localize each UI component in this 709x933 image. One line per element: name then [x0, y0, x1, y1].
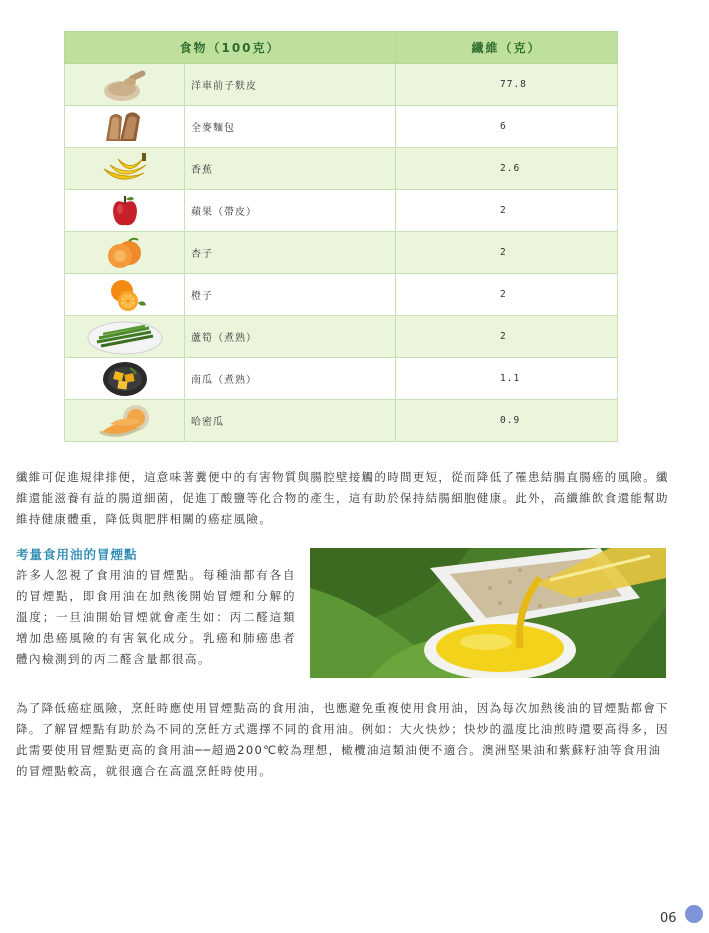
table-row: [65, 274, 618, 316]
food-name: 南瓜（煮熟）: [185, 358, 396, 400]
banana-icon: [100, 151, 150, 187]
table-row: [65, 232, 618, 274]
cooking-oil-photo: [310, 548, 666, 678]
fiber-value: 2: [396, 232, 618, 274]
smoke-point-advice-paragraph: 為了降低癌症風險，烹飪時應使用冒煙點高的食用油，也應避免重複使用食用油，因為每次加熱後油的冒煙點都會下降。了解冒煙點有助於為不同的烹飪方式選擇不同的食用油。例如：大火快炒；快炒的溫度比油煎時還要高得多，因此需要使用冒煙點更高的食用油──超過200℃較為理想，橄欖油這類油便不適合。澳洲堅果油和紫蘇籽油等食用油的冒煙點較高，就很適合在高溫烹飪時使用。: [16, 701, 669, 778]
fiber-value: 1.1: [396, 358, 618, 400]
food-name: 蘋果（帶皮）: [185, 190, 396, 232]
table-row: [65, 400, 618, 442]
page-number: 06: [660, 911, 677, 926]
table-header-row: [65, 32, 618, 64]
bread-icon: [100, 109, 150, 145]
fiber-benefits-paragraph: 纖維可促進規律排便，這意味著糞便中的有害物質與腸腔壁接觸的時間更短，從而降低了罹患結腸直腸癌的風險。纖維還能滋養有益的腸道細菌，促進丁酸鹽等化合物的產生，這有助於保持結腸細胞健康。此外，高纖維飲食還能幫助維持健康體重，降低與肥胖相關的癌症風險。: [16, 470, 669, 526]
fiber-value: 0.9: [396, 400, 618, 442]
apricot-icon: [100, 235, 150, 271]
food-name: 洋車前子麩皮: [185, 64, 396, 106]
psyllium-husk-icon: [100, 67, 150, 103]
table-row: [65, 190, 618, 232]
fiber-value: 77.8: [396, 64, 618, 106]
table-row: [65, 316, 618, 358]
header-food: 食物（100克）: [65, 32, 396, 64]
cantaloupe-icon: [98, 402, 152, 440]
smoke-point-intro: 許多人忽視了食用油的冒煙點。每種油都有各自的冒煙點，即食用油在加熱後開始冒煙和分解的溫度；一旦油開始冒煙就會產生如：丙二醛這類增加患癌風險的有害氧化成分。乳癌和肺癌患者體內檢測到的丙二醛含量都很高。: [16, 568, 296, 666]
food-name: 蘆筍（煮熟）: [185, 316, 396, 358]
apple-icon: [100, 193, 150, 229]
fiber-value: 2: [396, 274, 618, 316]
asparagus-icon: [87, 318, 163, 356]
page-marker-dot: [685, 905, 703, 923]
pumpkin-icon: [100, 360, 150, 398]
fiber-table: [64, 31, 618, 442]
food-name: 香蕉: [185, 148, 396, 190]
table-row: [65, 148, 618, 190]
food-name: 哈密瓜: [185, 400, 396, 442]
table-row: [65, 358, 618, 400]
fiber-value: 2: [396, 190, 618, 232]
section-title: 考量食用油的冒煙點: [16, 547, 138, 562]
fiber-value: 6: [396, 106, 618, 148]
table-row: [65, 106, 618, 148]
food-name: 杏子: [185, 232, 396, 274]
fiber-value: 2.6: [396, 148, 618, 190]
orange-icon: [100, 277, 150, 313]
header-fiber: 纖維（克）: [396, 32, 618, 64]
food-name: 橙子: [185, 274, 396, 316]
fiber-value: 2: [396, 316, 618, 358]
table-row: [65, 64, 618, 106]
food-name: 全麥麵包: [185, 106, 396, 148]
